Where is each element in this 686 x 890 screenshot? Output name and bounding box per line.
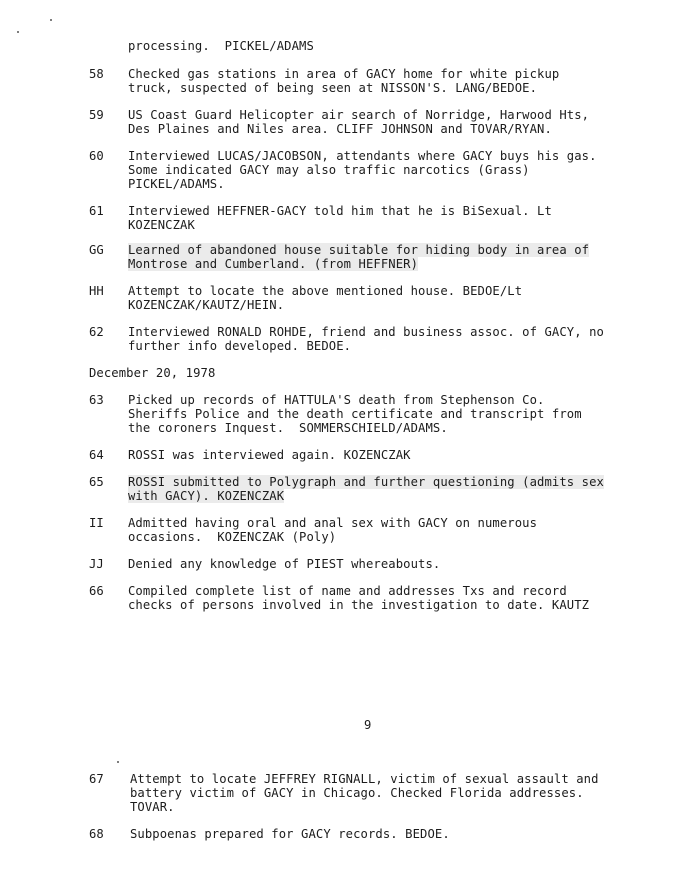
entry-text: Interviewed RONALD ROHDE, friend and business assoc. of GACY, no bbox=[128, 325, 604, 339]
highlight: with GACY). KOZENCZAK bbox=[128, 489, 285, 503]
entry-text: US Coast Guard Helicopter air search of Norridge, Harwood Hts, bbox=[128, 108, 590, 122]
entry-number: HH bbox=[89, 284, 104, 298]
entry-number: 67 bbox=[89, 772, 104, 786]
entry-text-highlighted bbox=[128, 489, 284, 503]
entry-text: Picked up records of HATTULA'S death from Stephenson Co. bbox=[128, 393, 545, 407]
entry-text: battery victim of GACY in Chicago. Checked Florida addresses. bbox=[130, 786, 584, 800]
scan-speck bbox=[50, 19, 52, 21]
highlight: ROSSI submitted to Polygraph and further questioning (admits sex bbox=[128, 475, 604, 489]
entry-text: truck, suspected of being seen at NISSON'S. LANG/BEDOE. bbox=[128, 81, 538, 95]
scan-speck bbox=[117, 761, 119, 763]
entry-number: 59 bbox=[89, 108, 104, 122]
entry-text: Des Plaines and Niles area. CLIFF JOHNSON and TOVAR/RYAN. bbox=[128, 122, 552, 136]
entry-text: Admitted having oral and anal sex with GACY on numerous bbox=[128, 516, 538, 530]
entry-number: II bbox=[89, 516, 104, 530]
entry-number: 60 bbox=[89, 149, 104, 163]
entry-number: 63 bbox=[89, 393, 104, 407]
entry-text: Compiled complete list of name and addresses Txs and record bbox=[128, 584, 567, 598]
entry-number: JJ bbox=[89, 557, 104, 571]
entry-text: PICKEL/ADAMS. bbox=[128, 177, 225, 191]
entry-number: 68 bbox=[89, 827, 104, 841]
entry-text: Some indicated GACY may also traffic narcotics (Grass) bbox=[128, 163, 530, 177]
entry-text: Attempt to locate JEFFREY RIGNALL, victim of sexual assault and bbox=[130, 772, 599, 786]
entry-text: checks of persons involved in the investigation to date. KAUTZ bbox=[128, 598, 590, 612]
entry-text: Subpoenas prepared for GACY records. BEDOE. bbox=[130, 827, 450, 841]
entry-number: 61 bbox=[89, 204, 104, 218]
entry-text: Interviewed HEFFNER-GACY told him that he is BiSexual. Lt bbox=[128, 204, 552, 218]
entry-text: Sheriffs Police and the death certificate and transcript from bbox=[128, 407, 582, 421]
entry-number: 58 bbox=[89, 67, 104, 81]
entry-text: TOVAR. bbox=[130, 800, 175, 814]
entry-number: 66 bbox=[89, 584, 104, 598]
entry-text: the coroners Inquest. SOMMERSCHIELD/ADAMS. bbox=[128, 421, 448, 435]
entry-text: Interviewed LUCAS/JACOBSON, attendants where GACY buys his gas. bbox=[128, 149, 597, 163]
entry-number: 64 bbox=[89, 448, 104, 462]
entry-number: GG bbox=[89, 243, 104, 257]
scan-speck bbox=[17, 31, 19, 33]
entry-text: KOZENCZAK bbox=[128, 218, 195, 232]
entry-text-highlighted bbox=[128, 475, 604, 489]
entry-number: 65 bbox=[89, 475, 104, 489]
page-number: 9 bbox=[364, 718, 372, 732]
entry-text: Attempt to locate the above mentioned house. BEDOE/Lt bbox=[128, 284, 523, 298]
date-heading: December 20, 1978 bbox=[89, 366, 216, 380]
highlight: Montrose and Cumberland. (from HEFFNER) bbox=[128, 257, 419, 271]
entry-text: further info developed. BEDOE. bbox=[128, 339, 352, 353]
continued-line: processing. PICKEL/ADAMS bbox=[128, 39, 314, 53]
highlight: Learned of abandoned house suitable for hiding body in area of bbox=[128, 243, 590, 257]
entry-text: Checked gas stations in area of GACY home for white pickup bbox=[128, 67, 560, 81]
entry-text-highlighted bbox=[128, 243, 589, 257]
entry-text: ROSSI was interviewed again. KOZENCZAK bbox=[128, 448, 411, 462]
entry-text: Denied any knowledge of PIEST whereabouts. bbox=[128, 557, 441, 571]
entry-number: 62 bbox=[89, 325, 104, 339]
entry-text: occasions. KOZENCZAK (Poly) bbox=[128, 530, 337, 544]
entry-text-highlighted bbox=[128, 257, 418, 271]
entry-text: KOZENCZAK/KAUTZ/HEIN. bbox=[128, 298, 285, 312]
